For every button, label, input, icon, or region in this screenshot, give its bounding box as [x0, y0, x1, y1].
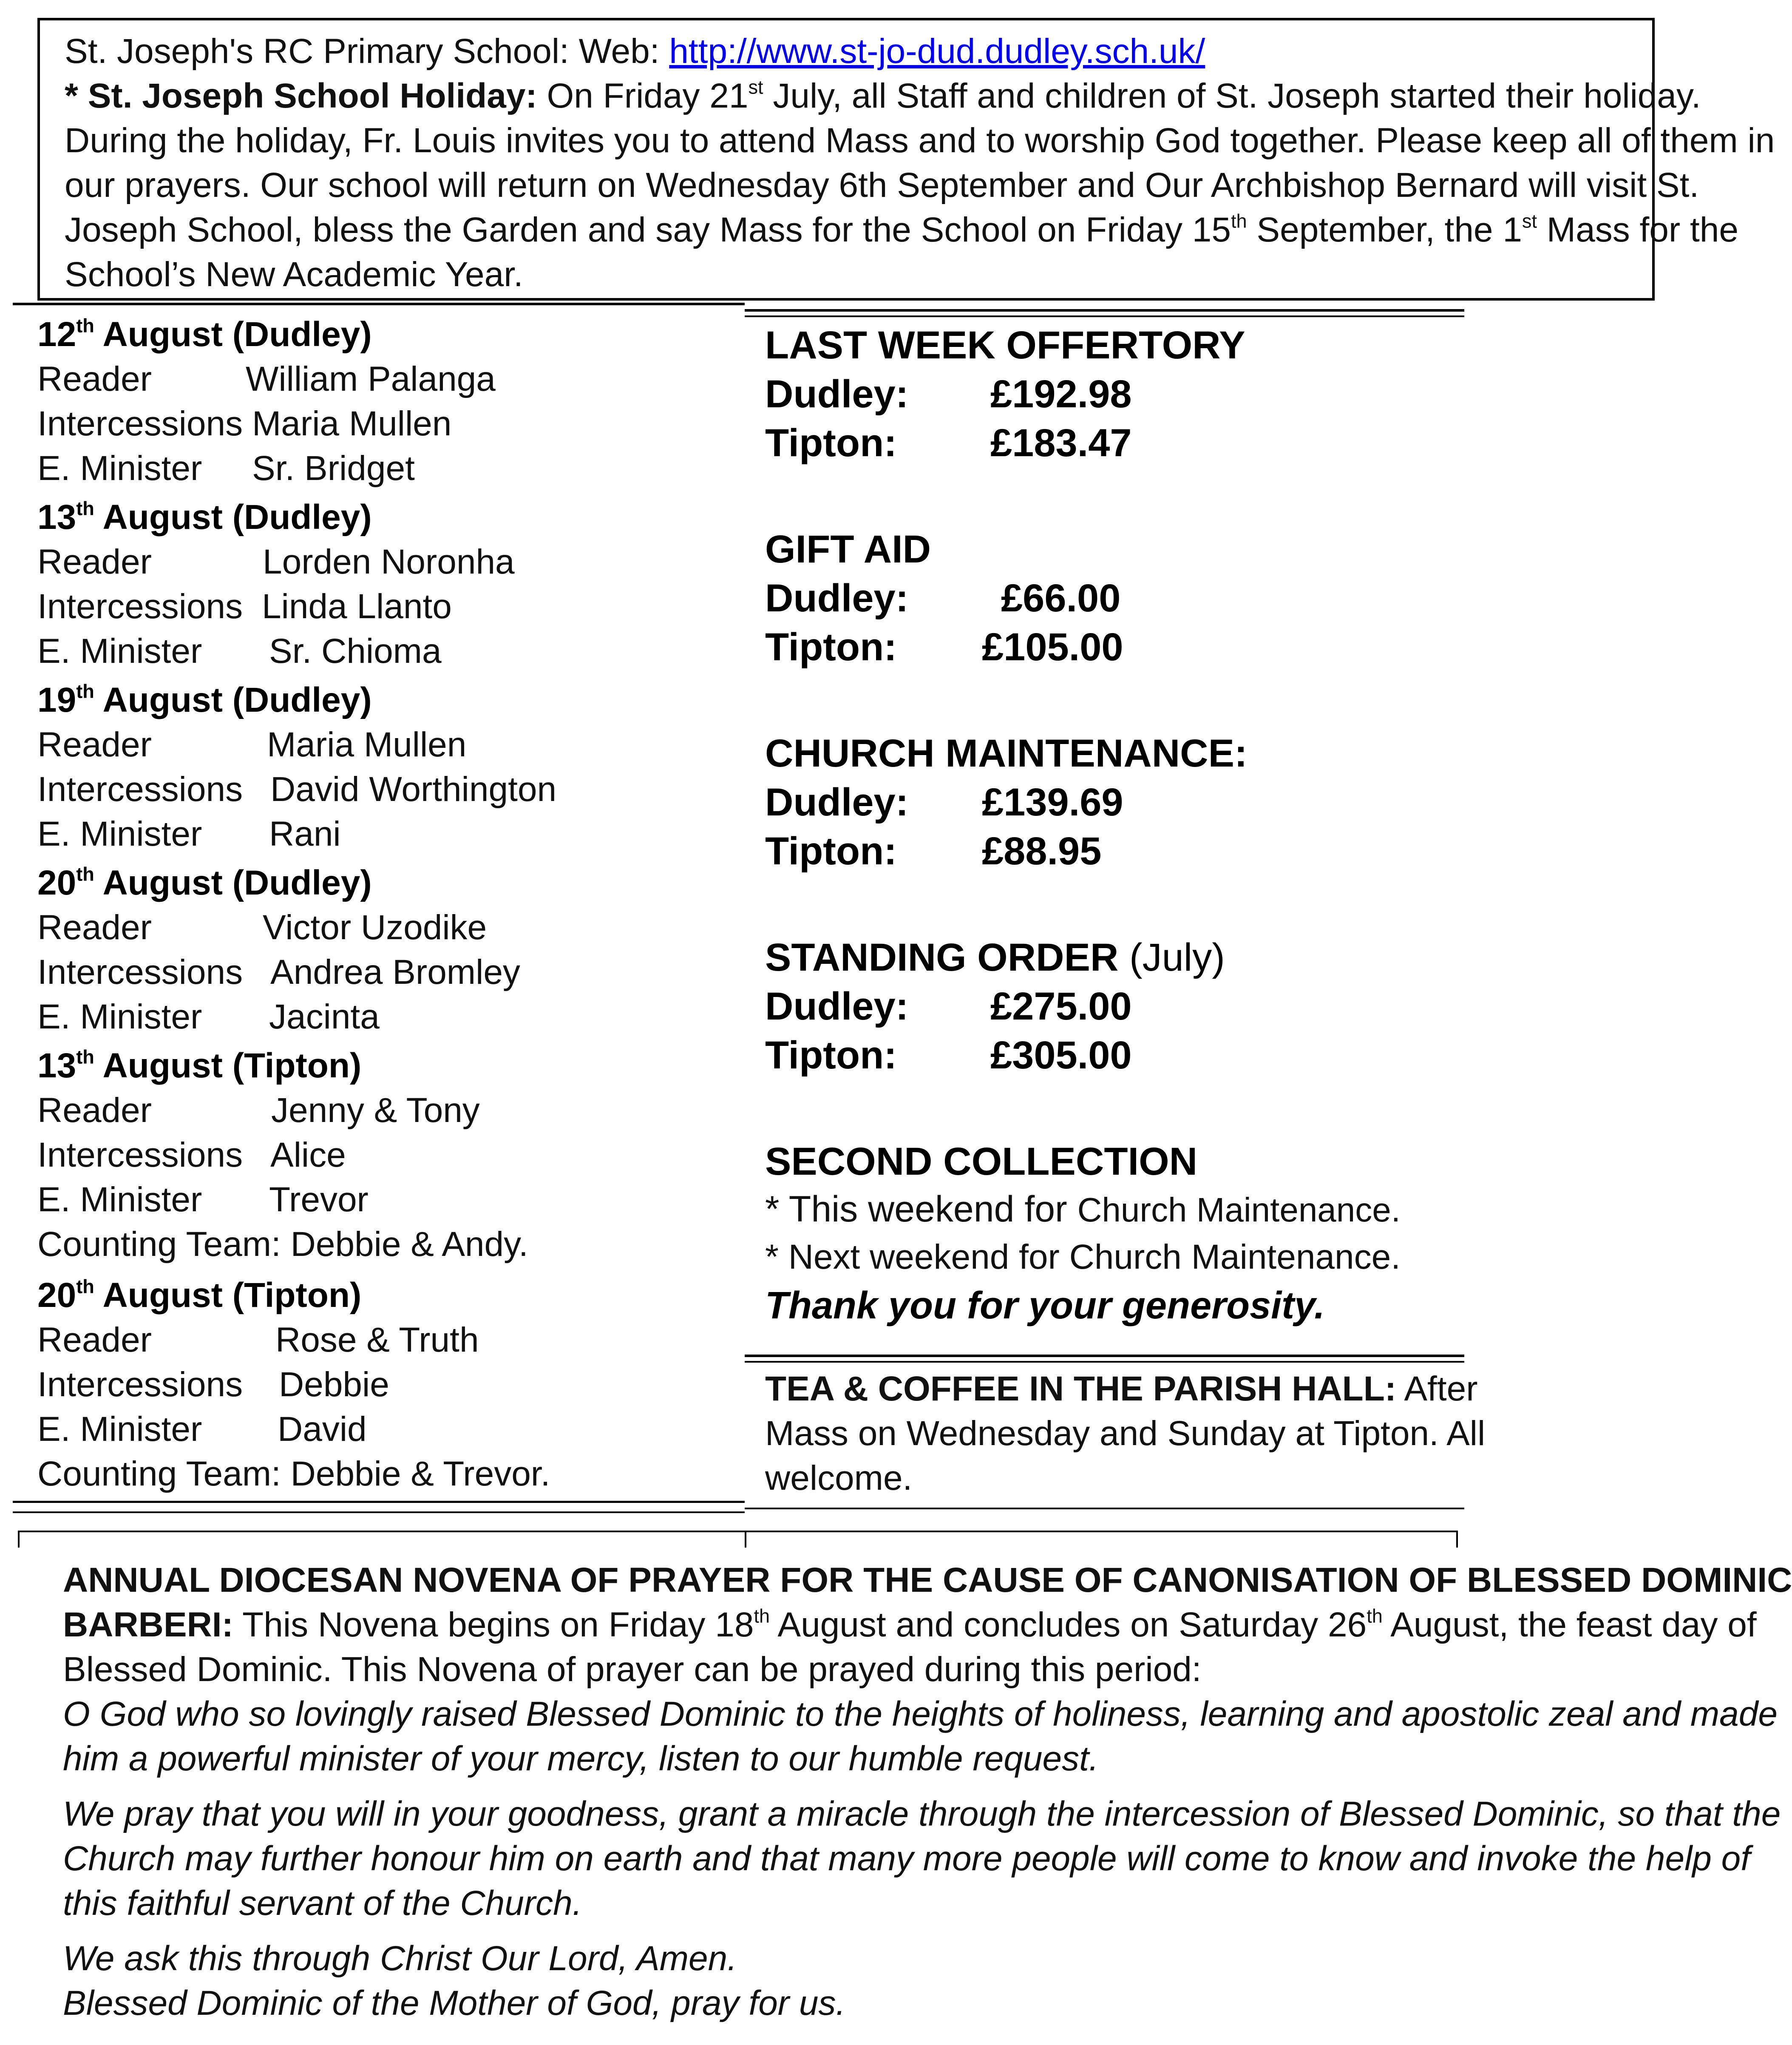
gift-aid-tipton-value: £105.00 — [982, 625, 1123, 669]
rota-heading — [37, 315, 372, 355]
left-bottom-rule-2 — [13, 1511, 745, 1513]
rota-name: William Palanga — [246, 360, 496, 398]
prayer-2-line-1: We pray that you will in your goodness, grant a miracle through the intercession of Blessed Dominic, so that the — [63, 1795, 1781, 1833]
rota-name: Linda Llanto — [262, 587, 452, 626]
maintenance-tipton-label: Tipton: — [765, 829, 897, 873]
rota-name: Lorden Noronha — [263, 542, 515, 581]
superscript: th — [1231, 210, 1247, 232]
maintenance-title: CHURCH MAINTENANCE: — [765, 732, 1248, 775]
rota-name: Maria Mullen — [252, 404, 452, 443]
rota-role: Intercessions — [37, 587, 243, 626]
rota-role: Intercessions — [37, 953, 243, 991]
offertory-tipton-label: Tipton: — [765, 421, 897, 465]
text: Church Maintenance. — [1077, 1191, 1401, 1229]
prayer-3-line-1: We ask this through Christ Our Lord, Amen. — [63, 1939, 737, 1978]
text: August (Dudley) — [94, 681, 372, 719]
novena-line-2 — [63, 1605, 1757, 1645]
offertory-dudley-value: £192.98 — [990, 372, 1132, 416]
gift-aid-tipton-label: Tipton: — [765, 625, 897, 669]
superscript: th — [76, 680, 94, 702]
text: On Friday 21 — [537, 77, 749, 115]
rota-role: Reader — [37, 360, 152, 398]
rota-role: E. Minister — [37, 449, 202, 488]
rota-role: Intercessions — [37, 404, 243, 443]
bottom-long-rule — [18, 1531, 1458, 1532]
standing-dudley-label: Dudley: — [765, 985, 909, 1028]
rota-name: Debbie — [279, 1365, 389, 1404]
rota-name: Trevor — [269, 1180, 369, 1219]
rota-name: Victor Uzodike — [263, 908, 487, 947]
rota-heading — [37, 680, 372, 720]
text: August (Dudley) — [94, 863, 372, 902]
text: 19 — [37, 681, 77, 719]
bottom-rule-tick-mid — [745, 1531, 746, 1548]
gift-aid-title: GIFT AID — [765, 528, 931, 571]
text: 13 — [37, 1046, 77, 1085]
rota-name: Sr. Bridget — [252, 449, 415, 488]
maintenance-tipton-value: £88.95 — [982, 829, 1102, 873]
text: Mass for the — [1537, 210, 1738, 249]
rota-role: Reader — [37, 908, 152, 947]
superscript: th — [76, 497, 94, 520]
superscript: th — [1367, 1605, 1383, 1627]
bottom-rule-tick-left — [18, 1531, 20, 1548]
rota-role: Reader — [37, 1091, 152, 1130]
second-collection-line-1 — [765, 1188, 1401, 1230]
rota-name: Rose & Truth — [275, 1321, 479, 1359]
text: 12 — [37, 315, 77, 354]
tea-coffee-line-3: welcome. — [765, 1459, 913, 1497]
rota-name: Rani — [269, 815, 341, 853]
school-notice-box — [37, 18, 1775, 301]
superscript: th — [76, 1275, 94, 1298]
offertory-title: LAST WEEK OFFERTORY — [765, 324, 1245, 367]
rota-role: E. Minister — [37, 815, 202, 853]
counting-team: Counting Team: Debbie & Andy. — [37, 1225, 528, 1264]
text: August (Dudley) — [94, 315, 372, 354]
text: (July) — [1118, 936, 1225, 979]
prayer-2-line-3: this faithful servant of the Church. — [63, 1884, 582, 1923]
rota-name: David Worthington — [270, 770, 557, 809]
school-holiday-line-5: School’s New Academic Year. — [65, 255, 523, 294]
school-holiday-line-1 — [65, 74, 1701, 118]
rota-name: Alice — [270, 1136, 346, 1174]
offertory-tipton-value: £183.47 — [990, 421, 1132, 465]
rota-role: E. Minister — [37, 1410, 202, 1449]
text: August (Tipton) — [94, 1046, 362, 1085]
superscript: th — [76, 1046, 94, 1068]
rota-heading — [37, 497, 372, 537]
maintenance-dudley-label: Dudley: — [765, 781, 909, 824]
superscript: st — [748, 76, 763, 98]
text: August (Tipton) — [94, 1276, 362, 1315]
text: 20 — [37, 863, 77, 902]
school-holiday-title: * St. Joseph School Holiday: — [65, 77, 537, 115]
left-top-rule — [13, 303, 745, 305]
prayer-1-line-2: him a powerful minister of your mercy, listen to our humble request. — [63, 1739, 1099, 1778]
rota-role: Reader — [37, 542, 152, 581]
prayer-3-line-2: Blessed Dominic of the Mother of God, pray for us. — [63, 1984, 846, 2022]
text: August (Dudley) — [94, 498, 372, 537]
prayer-1-line-1: O God who so lovingly raised Blessed Dominic to the heights of holiness, learning and apostolic zeal and made — [63, 1695, 1778, 1733]
text: STANDING ORDER — [765, 936, 1119, 979]
school-website-link[interactable]: http://www.st-jo-dud.dudley.sch.uk/ — [669, 32, 1205, 71]
right-top-rule-2 — [745, 315, 1464, 317]
rota-heading — [37, 1275, 361, 1315]
right-mid-rule-2 — [745, 1361, 1464, 1363]
superscript: th — [754, 1605, 770, 1627]
gift-aid-dudley-label: Dudley: — [765, 577, 909, 620]
rota-name: Maria Mullen — [267, 725, 467, 764]
rota-role: Reader — [37, 1321, 152, 1359]
text: September, the 1 — [1247, 210, 1522, 249]
rota-role: E. Minister — [37, 997, 202, 1036]
standing-tipton-label: Tipton: — [765, 1034, 897, 1077]
rota-role: Intercessions — [37, 1136, 243, 1174]
text: July, all Staff and children of St. Joseph started their holiday. — [763, 77, 1701, 115]
text: August, the feast day of — [1382, 1605, 1757, 1644]
prayer-2-line-2: Church may further honour him on earth and that many more people will come to know and invoke the help of — [63, 1839, 1751, 1878]
school-web-label: St. Joseph's RC Primary School: Web: — [65, 32, 669, 71]
novena-line-3: Blessed Dominic. This Novena of prayer can be prayed during this period: — [63, 1650, 1202, 1689]
superscript: th — [76, 863, 94, 885]
superscript: st — [1522, 210, 1537, 232]
rota-role: E. Minister — [37, 1180, 202, 1219]
tea-coffee-line-1 — [765, 1369, 1478, 1409]
rota-heading — [37, 1046, 361, 1086]
standing-tipton-value: £305.00 — [990, 1034, 1132, 1077]
bottom-rule-tick-right — [1456, 1531, 1458, 1548]
school-holiday-line-3: our prayers. Our school will return on Wednesday 6th September and Our Archbishop Bernard will visit St. — [65, 166, 1699, 204]
rota-name: Andrea Bromley — [270, 953, 520, 991]
maintenance-dudley-value: £139.69 — [982, 781, 1123, 824]
rota-name: Sr. Chioma — [269, 632, 442, 670]
second-collection-title: SECOND COLLECTION — [765, 1140, 1198, 1183]
rota-role: Intercessions — [37, 1365, 243, 1404]
text: Joseph School, bless the Garden and say Mass for the School on Friday 15 — [65, 210, 1231, 249]
rota-name: David — [278, 1410, 367, 1449]
counting-team: Counting Team: Debbie & Trevor. — [37, 1454, 550, 1493]
left-bottom-rule-1 — [13, 1501, 745, 1503]
text: 20 — [37, 1276, 77, 1315]
offertory-dudley-label: Dudley: — [765, 372, 909, 416]
second-collection-line-2: * Next weekend for Church Maintenance. — [765, 1238, 1401, 1276]
gift-aid-dudley-value: £66.00 — [1001, 577, 1121, 620]
rota-heading — [37, 863, 372, 903]
tea-coffee-line-2: Mass on Wednesday and Sunday at Tipton. All — [765, 1414, 1486, 1453]
right-top-rule-1 — [745, 309, 1464, 312]
school-web-line — [65, 29, 1205, 74]
school-holiday-line-2: During the holiday, Fr. Louis invites you to attend Mass and to worship God together. Please keep all of them in — [65, 121, 1775, 160]
text: This Novena begins on Friday 18 — [233, 1605, 754, 1644]
rota-name: Jenny & Tony — [271, 1091, 480, 1130]
rota-role: Intercessions — [37, 770, 243, 809]
superscript: th — [76, 315, 94, 337]
text: * This weekend for — [765, 1189, 1077, 1230]
standing-dudley-value: £275.00 — [990, 985, 1132, 1028]
text: August and concludes on Saturday 26 — [770, 1605, 1367, 1644]
text: TEA & COFFEE IN THE PARISH HALL: — [765, 1369, 1397, 1408]
text: BARBERI: — [63, 1605, 233, 1644]
novena-title: ANNUAL DIOCESAN NOVENA OF PRAYER FOR THE CAUSE OF CANONISATION OF BLESSED DOMINIC — [63, 1561, 1792, 1599]
rota-name: Jacinta — [269, 997, 380, 1036]
text: After — [1396, 1369, 1478, 1408]
standing-order-title — [765, 935, 1225, 980]
right-mid-rule-1 — [745, 1355, 1464, 1357]
school-holiday-line-4 — [65, 207, 1738, 252]
right-bottom-rule — [745, 1508, 1464, 1509]
text: 13 — [37, 498, 77, 537]
rota-role: Reader — [37, 725, 152, 764]
rota-role: E. Minister — [37, 632, 202, 670]
thank-you-text: Thank you for your generosity. — [765, 1284, 1325, 1327]
